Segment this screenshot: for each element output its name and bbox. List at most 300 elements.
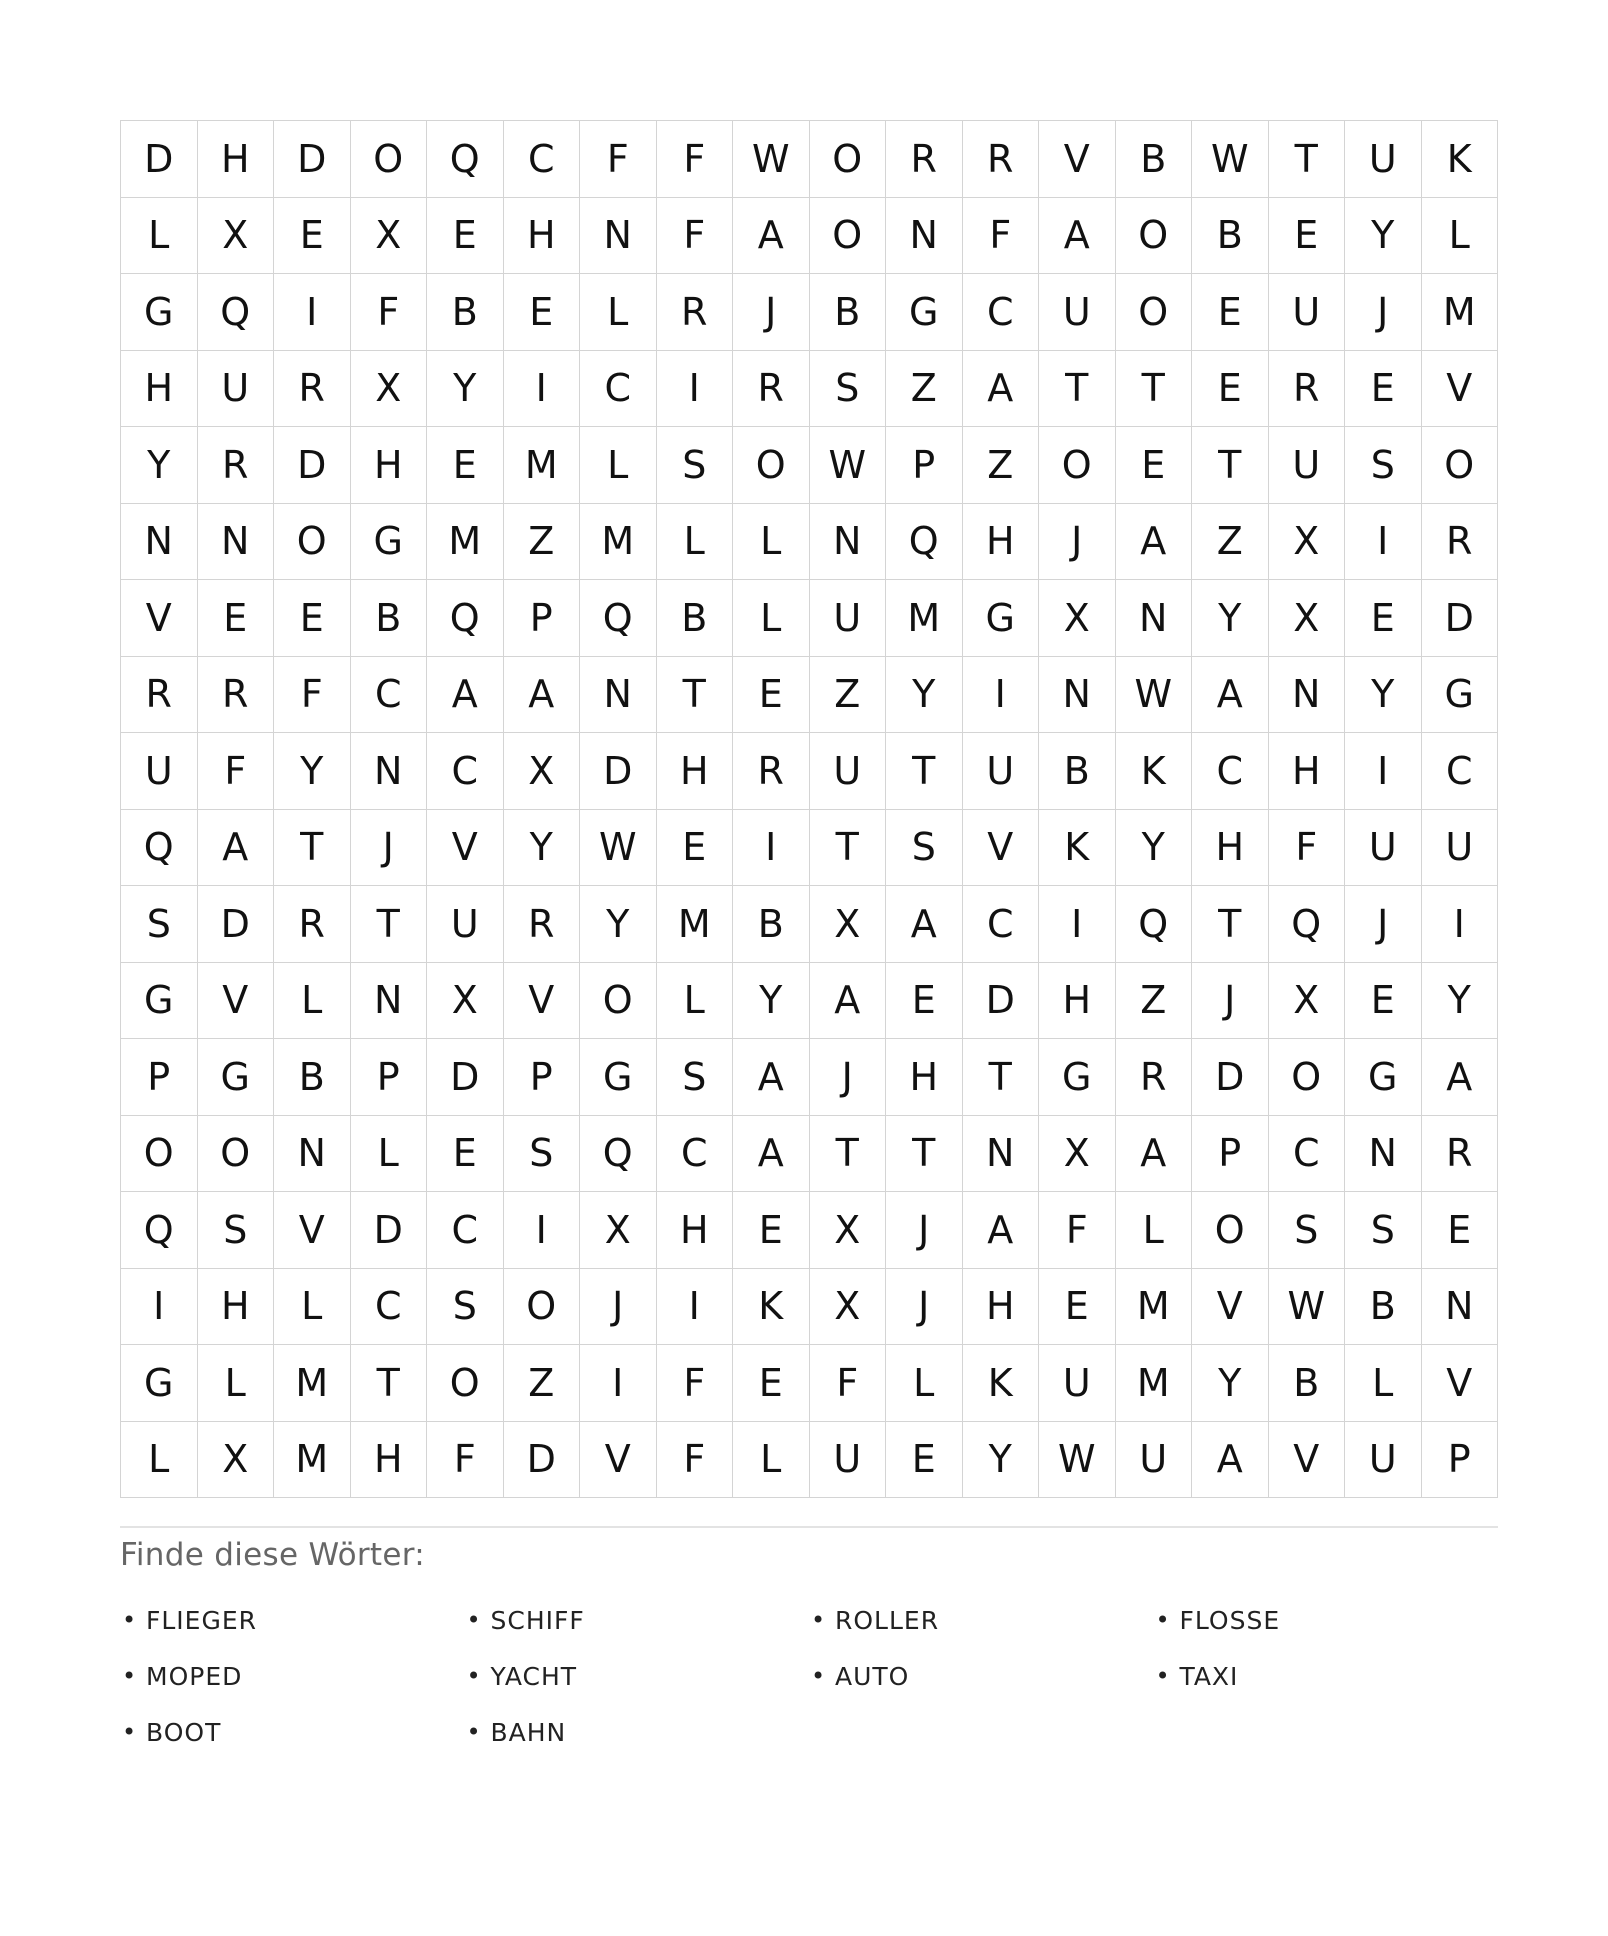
grid-cell[interactable]: L <box>121 198 198 275</box>
grid-cell[interactable]: B <box>657 580 734 657</box>
grid-cell[interactable]: E <box>1192 351 1269 428</box>
grid-cell[interactable]: J <box>1039 504 1116 581</box>
grid-cell[interactable]: V <box>274 1192 351 1269</box>
grid-cell[interactable]: R <box>733 733 810 810</box>
grid-cell[interactable]: E <box>1345 963 1422 1040</box>
grid-cell[interactable]: V <box>504 963 581 1040</box>
grid-cell[interactable]: S <box>657 427 734 504</box>
grid-cell[interactable]: H <box>963 1269 1040 1346</box>
grid-cell[interactable]: A <box>963 1192 1040 1269</box>
grid-cell[interactable]: E <box>1116 427 1193 504</box>
grid-cell[interactable]: S <box>1345 427 1422 504</box>
grid-cell[interactable]: X <box>198 1422 275 1499</box>
grid-cell[interactable]: C <box>351 657 428 734</box>
grid-cell[interactable]: S <box>504 1116 581 1193</box>
grid-cell[interactable]: O <box>810 121 887 198</box>
grid-cell[interactable]: R <box>198 427 275 504</box>
grid-cell[interactable]: L <box>733 580 810 657</box>
grid-cell[interactable]: I <box>274 274 351 351</box>
grid-cell[interactable]: I <box>580 1345 657 1422</box>
grid-cell[interactable]: L <box>657 963 734 1040</box>
grid-cell[interactable]: S <box>427 1269 504 1346</box>
grid-cell[interactable]: E <box>886 963 963 1040</box>
grid-cell[interactable]: D <box>198 886 275 963</box>
grid-cell[interactable]: U <box>1345 121 1422 198</box>
grid-cell[interactable]: U <box>1269 427 1346 504</box>
grid-cell[interactable]: E <box>427 427 504 504</box>
grid-cell[interactable]: X <box>1269 504 1346 581</box>
grid-cell[interactable]: U <box>1116 1422 1193 1499</box>
grid-cell[interactable]: E <box>1269 198 1346 275</box>
grid-cell[interactable]: L <box>733 504 810 581</box>
grid-cell[interactable]: O <box>810 198 887 275</box>
grid-cell[interactable]: W <box>1269 1269 1346 1346</box>
grid-cell[interactable]: X <box>198 198 275 275</box>
grid-cell[interactable]: L <box>274 963 351 1040</box>
grid-cell[interactable]: O <box>733 427 810 504</box>
grid-cell[interactable]: W <box>810 427 887 504</box>
grid-cell[interactable]: A <box>733 198 810 275</box>
grid-cell[interactable]: G <box>1422 657 1499 734</box>
grid-cell[interactable]: N <box>963 1116 1040 1193</box>
grid-cell[interactable]: Y <box>504 810 581 887</box>
grid-cell[interactable]: E <box>274 198 351 275</box>
grid-cell[interactable]: L <box>121 1422 198 1499</box>
grid-cell[interactable]: K <box>963 1345 1040 1422</box>
grid-cell[interactable]: U <box>1039 1345 1116 1422</box>
grid-cell[interactable]: S <box>657 1039 734 1116</box>
grid-cell[interactable]: F <box>963 198 1040 275</box>
grid-cell[interactable]: Y <box>1192 580 1269 657</box>
grid-cell[interactable]: G <box>121 963 198 1040</box>
grid-cell[interactable]: M <box>657 886 734 963</box>
grid-cell[interactable]: Q <box>198 274 275 351</box>
grid-cell[interactable]: J <box>1345 274 1422 351</box>
grid-cell[interactable]: L <box>351 1116 428 1193</box>
grid-cell[interactable]: H <box>351 427 428 504</box>
grid-cell[interactable]: C <box>1192 733 1269 810</box>
grid-cell[interactable]: T <box>886 733 963 810</box>
grid-cell[interactable]: H <box>1039 963 1116 1040</box>
grid-cell[interactable]: Y <box>733 963 810 1040</box>
grid-cell[interactable]: D <box>504 1422 581 1499</box>
grid-cell[interactable]: X <box>580 1192 657 1269</box>
grid-cell[interactable]: A <box>810 963 887 1040</box>
grid-cell[interactable]: Y <box>274 733 351 810</box>
grid-cell[interactable]: S <box>121 886 198 963</box>
grid-cell[interactable]: W <box>580 810 657 887</box>
grid-cell[interactable]: F <box>274 657 351 734</box>
grid-cell[interactable]: B <box>351 580 428 657</box>
grid-cell[interactable]: A <box>886 886 963 963</box>
grid-cell[interactable]: E <box>504 274 581 351</box>
grid-cell[interactable]: E <box>1039 1269 1116 1346</box>
grid-cell[interactable]: I <box>504 351 581 428</box>
grid-cell[interactable]: B <box>1345 1269 1422 1346</box>
grid-cell[interactable]: Y <box>886 657 963 734</box>
grid-cell[interactable]: T <box>351 1345 428 1422</box>
grid-cell[interactable]: R <box>657 274 734 351</box>
grid-cell[interactable]: A <box>1192 657 1269 734</box>
grid-cell[interactable]: Q <box>427 121 504 198</box>
grid-cell[interactable]: O <box>1039 427 1116 504</box>
grid-cell[interactable]: N <box>886 198 963 275</box>
grid-cell[interactable]: A <box>1039 198 1116 275</box>
grid-cell[interactable]: Y <box>1422 963 1499 1040</box>
grid-cell[interactable]: E <box>1345 351 1422 428</box>
grid-cell[interactable]: I <box>963 657 1040 734</box>
grid-cell[interactable]: Y <box>963 1422 1040 1499</box>
grid-cell[interactable]: N <box>580 657 657 734</box>
grid-cell[interactable]: D <box>427 1039 504 1116</box>
grid-cell[interactable]: H <box>504 198 581 275</box>
grid-cell[interactable]: M <box>504 427 581 504</box>
grid-cell[interactable]: U <box>810 580 887 657</box>
grid-cell[interactable]: W <box>1039 1422 1116 1499</box>
grid-cell[interactable]: C <box>580 351 657 428</box>
grid-cell[interactable]: L <box>886 1345 963 1422</box>
grid-cell[interactable]: C <box>1269 1116 1346 1193</box>
grid-cell[interactable]: A <box>1116 504 1193 581</box>
grid-cell[interactable]: M <box>1116 1345 1193 1422</box>
grid-cell[interactable]: U <box>810 733 887 810</box>
grid-cell[interactable]: N <box>121 504 198 581</box>
grid-cell[interactable]: E <box>427 1116 504 1193</box>
grid-cell[interactable]: R <box>274 886 351 963</box>
grid-cell[interactable]: L <box>657 504 734 581</box>
grid-cell[interactable]: T <box>1116 351 1193 428</box>
grid-cell[interactable]: N <box>1345 1116 1422 1193</box>
grid-cell[interactable]: J <box>886 1192 963 1269</box>
grid-cell[interactable]: P <box>886 427 963 504</box>
grid-cell[interactable]: C <box>1422 733 1499 810</box>
grid-cell[interactable]: B <box>1269 1345 1346 1422</box>
grid-cell[interactable]: O <box>504 1269 581 1346</box>
grid-cell[interactable]: Y <box>427 351 504 428</box>
grid-cell[interactable]: D <box>1422 580 1499 657</box>
grid-cell[interactable]: Z <box>963 427 1040 504</box>
grid-cell[interactable]: B <box>427 274 504 351</box>
grid-cell[interactable]: A <box>733 1116 810 1193</box>
grid-cell[interactable]: G <box>1039 1039 1116 1116</box>
grid-cell[interactable]: Q <box>121 810 198 887</box>
grid-cell[interactable]: R <box>1422 1116 1499 1193</box>
grid-cell[interactable]: Z <box>1192 504 1269 581</box>
grid-cell[interactable]: K <box>1422 121 1499 198</box>
grid-cell[interactable]: N <box>351 963 428 1040</box>
grid-cell[interactable]: Q <box>1116 886 1193 963</box>
grid-cell[interactable]: K <box>1039 810 1116 887</box>
grid-cell[interactable]: S <box>810 351 887 428</box>
grid-cell[interactable]: V <box>963 810 1040 887</box>
grid-cell[interactable]: Z <box>504 1345 581 1422</box>
grid-cell[interactable]: T <box>963 1039 1040 1116</box>
grid-cell[interactable]: H <box>1192 810 1269 887</box>
grid-cell[interactable]: L <box>1345 1345 1422 1422</box>
grid-cell[interactable]: Y <box>580 886 657 963</box>
grid-cell[interactable]: G <box>121 274 198 351</box>
grid-cell[interactable]: O <box>580 963 657 1040</box>
grid-cell[interactable]: E <box>1192 274 1269 351</box>
grid-cell[interactable]: L <box>733 1422 810 1499</box>
grid-cell[interactable]: D <box>351 1192 428 1269</box>
grid-cell[interactable]: G <box>351 504 428 581</box>
grid-cell[interactable]: H <box>657 733 734 810</box>
grid-cell[interactable]: E <box>733 1345 810 1422</box>
grid-cell[interactable]: J <box>886 1269 963 1346</box>
grid-cell[interactable]: U <box>1269 274 1346 351</box>
grid-cell[interactable]: U <box>198 351 275 428</box>
grid-cell[interactable]: L <box>1422 198 1499 275</box>
grid-cell[interactable]: P <box>504 1039 581 1116</box>
grid-cell[interactable]: U <box>1345 1422 1422 1499</box>
grid-cell[interactable]: R <box>1422 504 1499 581</box>
grid-cell[interactable]: D <box>274 427 351 504</box>
grid-cell[interactable]: F <box>1269 810 1346 887</box>
grid-cell[interactable]: Y <box>1192 1345 1269 1422</box>
grid-cell[interactable]: Z <box>810 657 887 734</box>
grid-cell[interactable]: B <box>733 886 810 963</box>
grid-cell[interactable]: F <box>657 198 734 275</box>
grid-cell[interactable]: R <box>963 121 1040 198</box>
grid-cell[interactable]: B <box>274 1039 351 1116</box>
grid-cell[interactable]: Q <box>427 580 504 657</box>
grid-cell[interactable]: W <box>1192 121 1269 198</box>
grid-cell[interactable]: M <box>274 1345 351 1422</box>
grid-cell[interactable]: V <box>1422 1345 1499 1422</box>
grid-cell[interactable]: G <box>963 580 1040 657</box>
grid-cell[interactable]: T <box>1039 351 1116 428</box>
grid-cell[interactable]: P <box>351 1039 428 1116</box>
grid-cell[interactable]: G <box>198 1039 275 1116</box>
grid-cell[interactable]: X <box>1269 963 1346 1040</box>
grid-cell[interactable]: Y <box>1116 810 1193 887</box>
grid-cell[interactable]: H <box>198 1269 275 1346</box>
grid-cell[interactable]: E <box>1422 1192 1499 1269</box>
grid-cell[interactable]: V <box>121 580 198 657</box>
grid-cell[interactable]: H <box>351 1422 428 1499</box>
grid-cell[interactable]: A <box>1422 1039 1499 1116</box>
grid-cell[interactable]: D <box>580 733 657 810</box>
grid-cell[interactable]: J <box>1345 886 1422 963</box>
grid-cell[interactable]: X <box>504 733 581 810</box>
grid-cell[interactable]: T <box>1192 427 1269 504</box>
grid-cell[interactable]: Z <box>886 351 963 428</box>
grid-cell[interactable]: T <box>810 810 887 887</box>
grid-cell[interactable]: D <box>121 121 198 198</box>
grid-cell[interactable]: Y <box>1345 657 1422 734</box>
grid-cell[interactable]: B <box>1192 198 1269 275</box>
grid-cell[interactable]: R <box>886 121 963 198</box>
grid-cell[interactable]: R <box>121 657 198 734</box>
grid-cell[interactable]: Q <box>580 1116 657 1193</box>
grid-cell[interactable]: V <box>427 810 504 887</box>
grid-cell[interactable]: C <box>427 733 504 810</box>
grid-cell[interactable]: E <box>427 198 504 275</box>
grid-cell[interactable]: T <box>274 810 351 887</box>
grid-cell[interactable]: I <box>504 1192 581 1269</box>
grid-cell[interactable]: P <box>121 1039 198 1116</box>
grid-cell[interactable]: B <box>1039 733 1116 810</box>
grid-cell[interactable]: O <box>198 1116 275 1193</box>
grid-cell[interactable]: F <box>657 1422 734 1499</box>
grid-cell[interactable]: A <box>427 657 504 734</box>
grid-cell[interactable]: V <box>580 1422 657 1499</box>
grid-cell[interactable]: J <box>351 810 428 887</box>
grid-cell[interactable]: E <box>733 1192 810 1269</box>
grid-cell[interactable]: V <box>198 963 275 1040</box>
grid-cell[interactable]: F <box>351 274 428 351</box>
grid-cell[interactable]: I <box>1422 886 1499 963</box>
grid-cell[interactable]: C <box>504 121 581 198</box>
grid-cell[interactable]: S <box>1345 1192 1422 1269</box>
grid-cell[interactable]: P <box>1192 1116 1269 1193</box>
grid-cell[interactable]: J <box>1192 963 1269 1040</box>
grid-cell[interactable]: Q <box>886 504 963 581</box>
grid-cell[interactable]: A <box>1116 1116 1193 1193</box>
grid-cell[interactable]: E <box>274 580 351 657</box>
grid-cell[interactable]: O <box>121 1116 198 1193</box>
grid-cell[interactable]: W <box>1116 657 1193 734</box>
grid-cell[interactable]: I <box>1345 504 1422 581</box>
grid-cell[interactable]: V <box>1269 1422 1346 1499</box>
grid-cell[interactable]: I <box>733 810 810 887</box>
grid-cell[interactable]: R <box>733 351 810 428</box>
grid-cell[interactable]: I <box>1039 886 1116 963</box>
grid-cell[interactable]: E <box>657 810 734 887</box>
grid-cell[interactable]: H <box>121 351 198 428</box>
grid-cell[interactable]: M <box>274 1422 351 1499</box>
grid-cell[interactable]: H <box>657 1192 734 1269</box>
grid-cell[interactable]: E <box>886 1422 963 1499</box>
grid-cell[interactable]: U <box>427 886 504 963</box>
grid-cell[interactable]: O <box>1116 274 1193 351</box>
grid-cell[interactable]: G <box>580 1039 657 1116</box>
grid-cell[interactable]: A <box>198 810 275 887</box>
grid-cell[interactable]: R <box>198 657 275 734</box>
grid-cell[interactable]: H <box>198 121 275 198</box>
grid-cell[interactable]: N <box>274 1116 351 1193</box>
grid-cell[interactable]: U <box>963 733 1040 810</box>
grid-cell[interactable]: O <box>274 504 351 581</box>
grid-cell[interactable]: U <box>1422 810 1499 887</box>
grid-cell[interactable]: M <box>427 504 504 581</box>
grid-cell[interactable]: I <box>121 1269 198 1346</box>
grid-cell[interactable]: F <box>427 1422 504 1499</box>
grid-cell[interactable]: U <box>121 733 198 810</box>
grid-cell[interactable]: F <box>198 733 275 810</box>
grid-cell[interactable]: N <box>810 504 887 581</box>
grid-cell[interactable]: A <box>733 1039 810 1116</box>
grid-cell[interactable]: E <box>733 657 810 734</box>
grid-cell[interactable]: V <box>1192 1269 1269 1346</box>
grid-cell[interactable]: S <box>886 810 963 887</box>
grid-cell[interactable]: Y <box>1345 198 1422 275</box>
grid-cell[interactable]: Z <box>1116 963 1193 1040</box>
grid-cell[interactable]: O <box>1192 1192 1269 1269</box>
grid-cell[interactable]: R <box>1116 1039 1193 1116</box>
grid-cell[interactable]: U <box>810 1422 887 1499</box>
grid-cell[interactable]: X <box>427 963 504 1040</box>
grid-cell[interactable]: F <box>580 121 657 198</box>
grid-cell[interactable]: B <box>1116 121 1193 198</box>
grid-cell[interactable]: P <box>1422 1422 1499 1499</box>
grid-cell[interactable]: N <box>351 733 428 810</box>
grid-cell[interactable]: J <box>810 1039 887 1116</box>
grid-cell[interactable]: O <box>1422 427 1499 504</box>
grid-cell[interactable]: H <box>886 1039 963 1116</box>
grid-cell[interactable]: R <box>274 351 351 428</box>
grid-cell[interactable]: E <box>198 580 275 657</box>
grid-cell[interactable]: L <box>274 1269 351 1346</box>
grid-cell[interactable]: L <box>198 1345 275 1422</box>
grid-cell[interactable]: A <box>1192 1422 1269 1499</box>
grid-cell[interactable]: C <box>963 274 1040 351</box>
grid-cell[interactable]: N <box>1039 657 1116 734</box>
grid-cell[interactable]: F <box>810 1345 887 1422</box>
grid-cell[interactable]: J <box>580 1269 657 1346</box>
grid-cell[interactable]: L <box>1116 1192 1193 1269</box>
grid-cell[interactable]: L <box>580 427 657 504</box>
grid-cell[interactable]: H <box>1269 733 1346 810</box>
grid-cell[interactable]: V <box>1422 351 1499 428</box>
grid-cell[interactable]: Z <box>504 504 581 581</box>
grid-cell[interactable]: H <box>963 504 1040 581</box>
grid-cell[interactable]: A <box>504 657 581 734</box>
grid-cell[interactable]: O <box>427 1345 504 1422</box>
grid-cell[interactable]: O <box>351 121 428 198</box>
grid-cell[interactable]: M <box>1422 274 1499 351</box>
grid-cell[interactable]: Q <box>1269 886 1346 963</box>
grid-cell[interactable]: X <box>351 351 428 428</box>
grid-cell[interactable]: C <box>963 886 1040 963</box>
grid-cell[interactable]: R <box>1269 351 1346 428</box>
grid-cell[interactable]: G <box>121 1345 198 1422</box>
grid-cell[interactable]: S <box>198 1192 275 1269</box>
grid-cell[interactable]: B <box>810 274 887 351</box>
grid-cell[interactable]: F <box>657 1345 734 1422</box>
grid-cell[interactable]: U <box>1039 274 1116 351</box>
grid-cell[interactable]: E <box>1345 580 1422 657</box>
grid-cell[interactable]: J <box>733 274 810 351</box>
grid-cell[interactable]: G <box>1345 1039 1422 1116</box>
grid-cell[interactable]: R <box>504 886 581 963</box>
grid-cell[interactable]: X <box>1039 580 1116 657</box>
grid-cell[interactable]: X <box>810 1192 887 1269</box>
grid-cell[interactable]: X <box>1269 580 1346 657</box>
grid-cell[interactable]: D <box>963 963 1040 1040</box>
grid-cell[interactable]: F <box>1039 1192 1116 1269</box>
grid-cell[interactable]: T <box>657 657 734 734</box>
grid-cell[interactable]: X <box>810 1269 887 1346</box>
grid-cell[interactable]: N <box>1269 657 1346 734</box>
grid-cell[interactable]: N <box>1422 1269 1499 1346</box>
grid-cell[interactable]: T <box>810 1116 887 1193</box>
grid-cell[interactable]: O <box>1116 198 1193 275</box>
grid-cell[interactable]: Q <box>580 580 657 657</box>
grid-cell[interactable]: F <box>657 121 734 198</box>
grid-cell[interactable]: T <box>1192 886 1269 963</box>
grid-cell[interactable]: Y <box>121 427 198 504</box>
grid-cell[interactable]: K <box>733 1269 810 1346</box>
grid-cell[interactable]: D <box>1192 1039 1269 1116</box>
grid-cell[interactable]: N <box>580 198 657 275</box>
grid-cell[interactable]: X <box>1039 1116 1116 1193</box>
grid-cell[interactable]: I <box>657 351 734 428</box>
grid-cell[interactable]: Q <box>121 1192 198 1269</box>
grid-cell[interactable]: T <box>351 886 428 963</box>
grid-cell[interactable]: T <box>1269 121 1346 198</box>
